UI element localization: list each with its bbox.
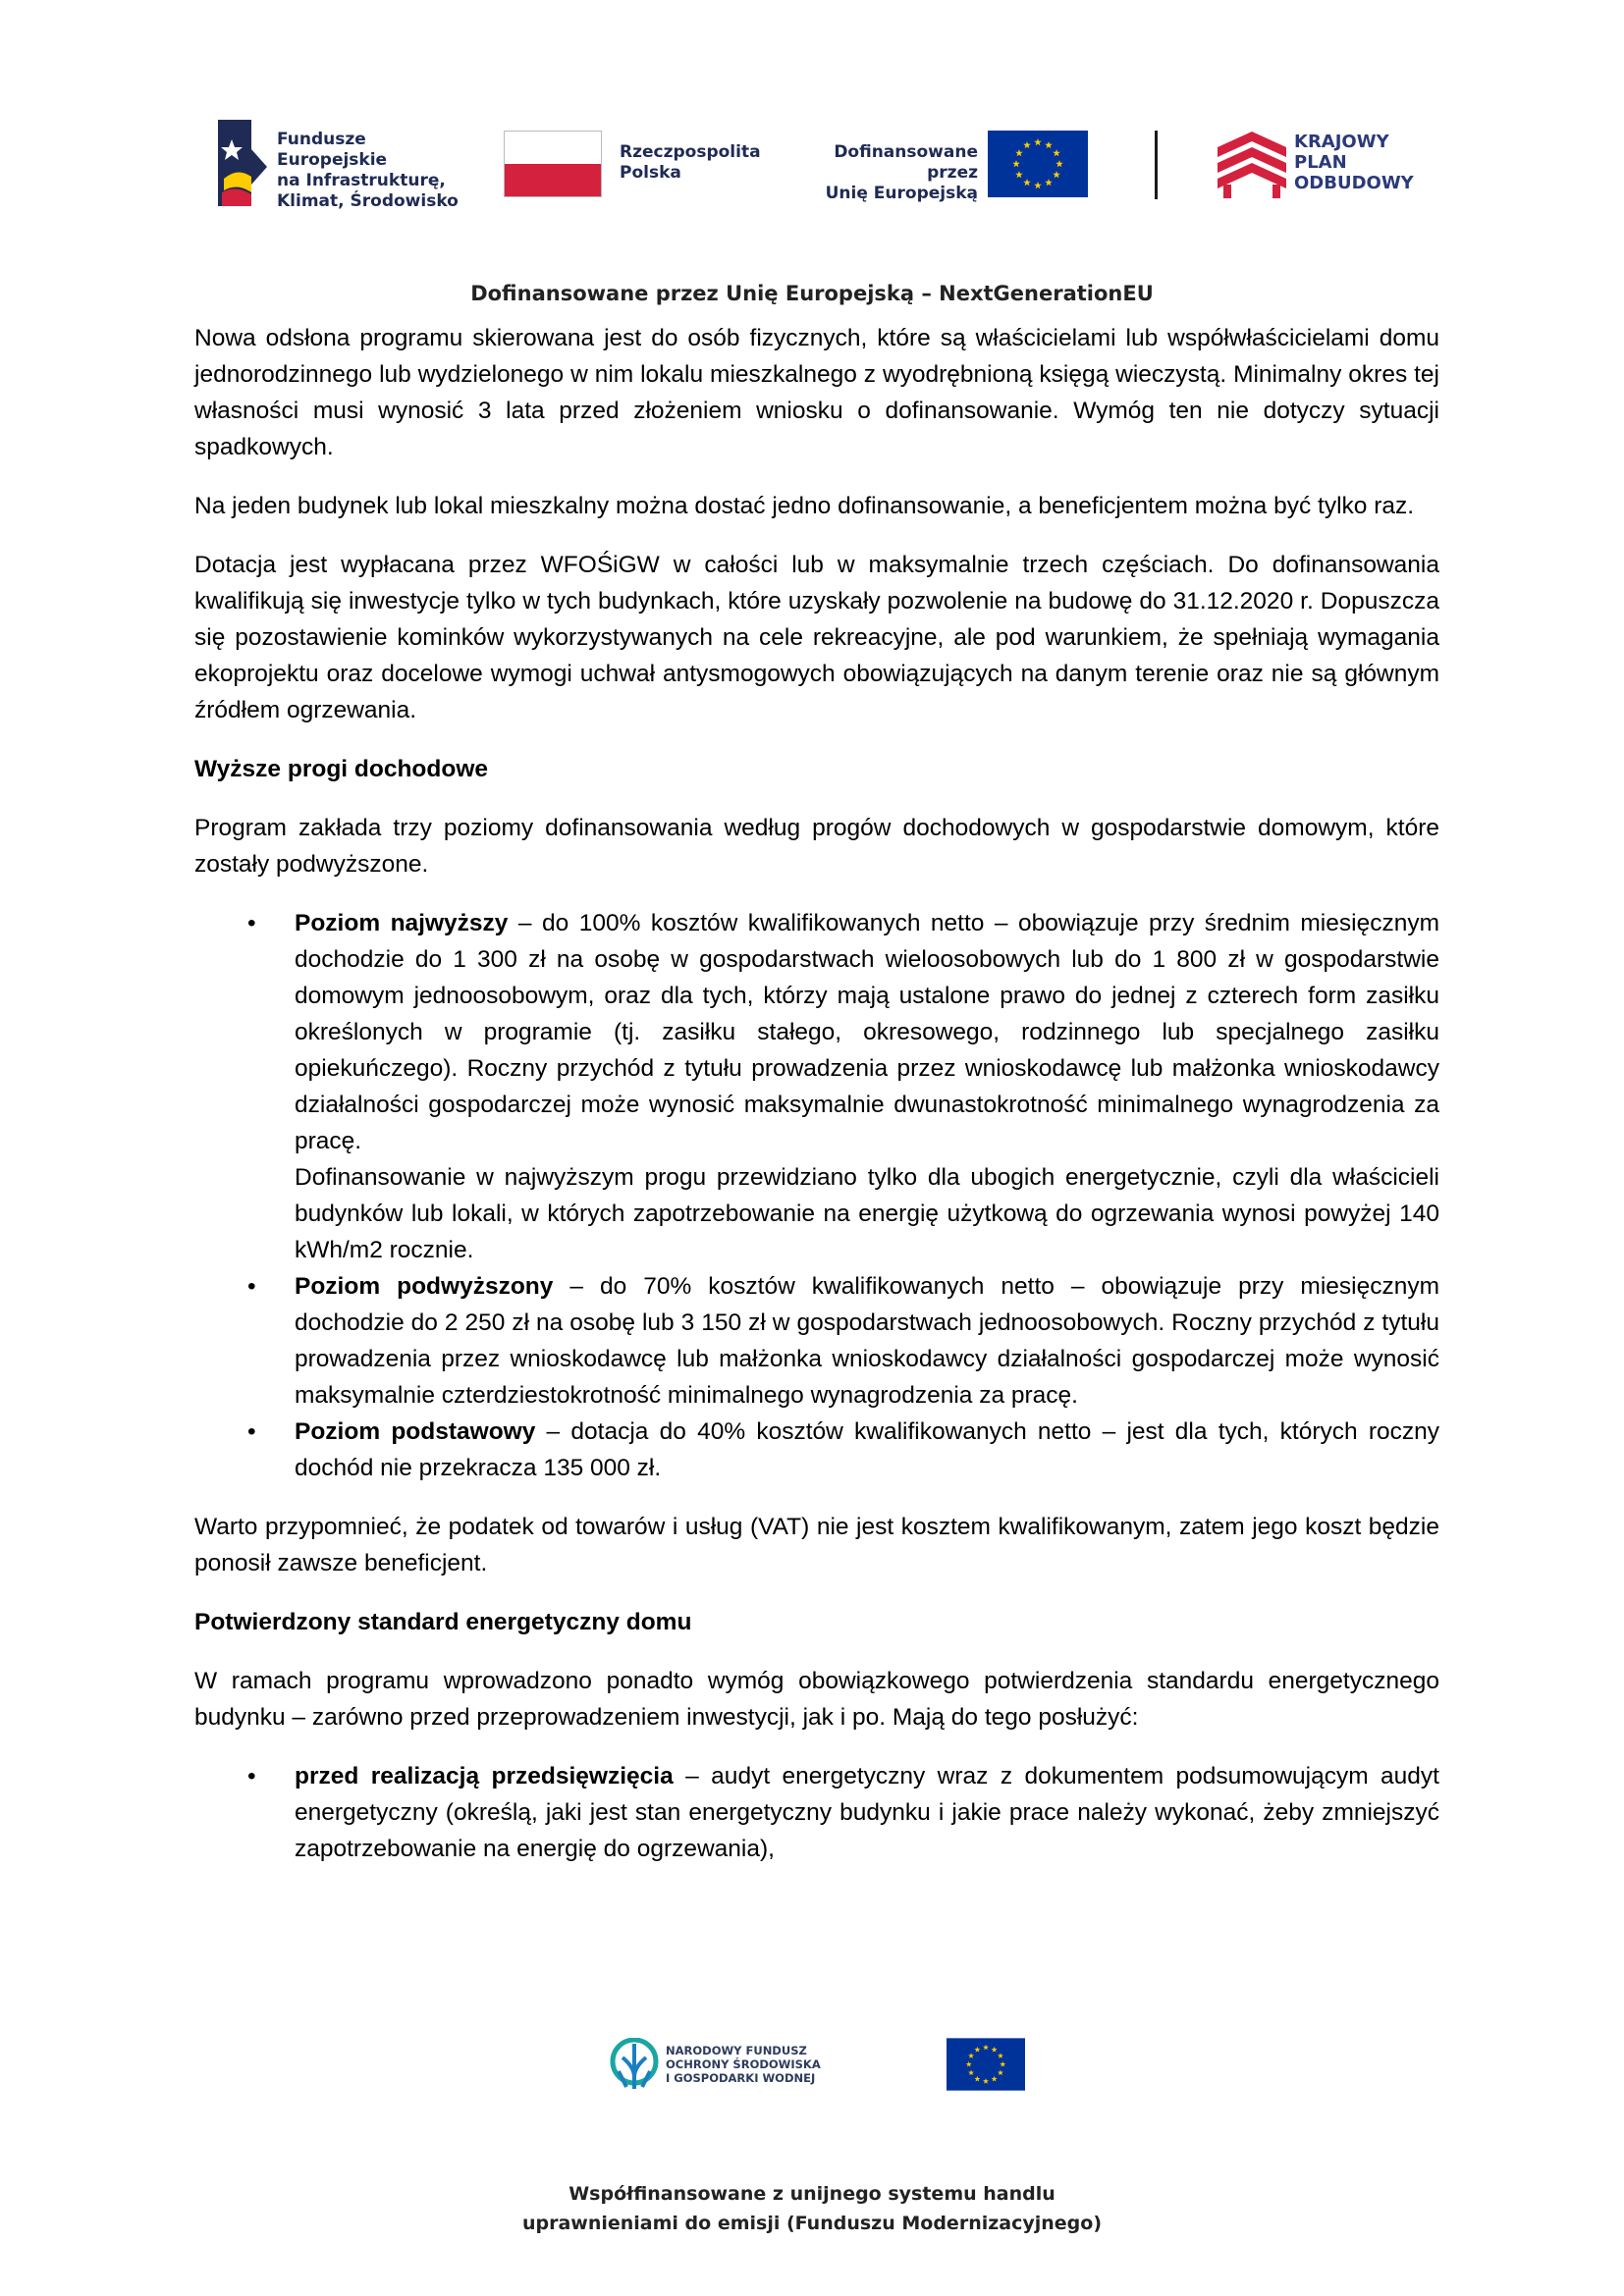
list-item bbox=[194, 1758, 1439, 1867]
page-footer bbox=[0, 2032, 1624, 2268]
income-levels-list bbox=[194, 905, 1439, 1486]
document-body bbox=[194, 320, 1439, 1867]
rp-logo-line: Polska bbox=[620, 163, 681, 183]
paragraph: Nowa odsłona programu skierowana jest do osób fizycznych, które są właścicielami lub współwłaścicielami domu jednorodzinnego lub wydzielonego w nim lokalu mieszkalnego z wyodrębnioną księgą wieczystą. Minimalny okres tej własności musi wynosić 3 lata przed złożeniem wniosku o dofinansowanie. Wymóg ten nie dotyczy sytuacji spadkowych. bbox=[194, 325, 1439, 460]
fe-logo-line: na Infrastrukturę, bbox=[277, 171, 446, 190]
footer-line: uprawnieniami do emisji (Funduszu Modernizacyjnego) bbox=[521, 2213, 1103, 2234]
list-item-continuation: Dofinansowanie w najwyższym progu przewidziano tylko dla ubogich energetycznie, czyli dla właścicieli budynków lub lokali, w których zapotrzebowanie na energię użytkową do ogrzewania wynosi powyżej 140 kWh/m2 rocznie. bbox=[295, 1164, 1439, 1263]
list-item-title: Poziom najwyższy bbox=[295, 910, 509, 936]
eu-flag-icon bbox=[988, 131, 1088, 197]
paragraph: Na jeden budynek lub lokal mieszkalny można dostać jedno dofinansowanie, a beneficjentem można być tylko raz. bbox=[194, 493, 1415, 519]
bullet-icon: • bbox=[247, 1763, 256, 1789]
paragraph: W ramach programu wprowadzono ponadto wymóg obowiązkowego potwierdzenia standardu energetycznego budynku – zarówno przed przeprowadzeniem inwestycji, jak i po. Mają do tego posłużyć: bbox=[194, 1668, 1439, 1731]
bullet-icon: • bbox=[247, 1418, 256, 1445]
list-item-title: przed realizacją przedsięwzięcia bbox=[295, 1763, 674, 1789]
footer-statement bbox=[0, 2179, 1624, 2238]
list-item-text: – do 100% kosztów kwalifikowanych netto – obowiązuje przy średnim miesięcznym dochodzie do 1 300 zł na osobę w gospodarstwach wieloosobowych lub do 1 800 zł w gospodarstwie domowym jednoosobowym, oraz dla tych, którzy mają ustalone prawo do jednej z czterech form zasiłku określonych w programie (tj. zasiłku stałego, okresowego, rodzinnego lub specjalnego zasiłku opiekuńczego). Roczny przychód z tytułu prowadzenia przez wnioskodawcę lub małżonka wnioskodawcy działalności gospodarczej może wynosić maksymalnie dwunastokrotność minimalnego wynagrodzenia za pracę. bbox=[295, 910, 1439, 1154]
fundusze-europejskie-logo bbox=[218, 120, 475, 211]
dofinansowane-ue-logo bbox=[785, 131, 1092, 203]
polish-flag-icon bbox=[504, 131, 602, 197]
ue-logo-line: Unię Europejską bbox=[825, 184, 978, 203]
logo-divider bbox=[1155, 131, 1158, 199]
nfosigw-tree-icon bbox=[609, 2038, 660, 2093]
kpo-logo-line: ODBUDOWY bbox=[1294, 173, 1414, 193]
bullet-icon: • bbox=[247, 1273, 256, 1300]
list-item bbox=[194, 1414, 1439, 1486]
fe-logo-line: Klimat, Środowisko bbox=[277, 191, 459, 211]
footer-line: Współfinansowane z unijnego systemu handlu bbox=[568, 2183, 1056, 2205]
nfosigw-logo bbox=[609, 2038, 825, 2097]
eu-flag-icon bbox=[947, 2038, 1025, 2091]
list-item-title: Poziom podwyższony bbox=[295, 1273, 554, 1300]
nf-logo-line: I GOSPODARKI WODNEJ bbox=[666, 2071, 816, 2085]
bullet-icon: • bbox=[247, 910, 256, 936]
section-heading: Potwierdzony standard energetyczny domu bbox=[194, 1609, 692, 1635]
energy-standard-list bbox=[194, 1758, 1439, 1867]
fe-logo-line: Fundusze Europejskie bbox=[277, 130, 388, 170]
nf-logo-line: NARODOWY FUNDUSZ bbox=[666, 2044, 807, 2057]
rzeczpospolita-polska-logo bbox=[504, 131, 759, 199]
kpo-stripes-icon bbox=[1218, 130, 1286, 198]
page-header bbox=[0, 0, 1624, 305]
nf-logo-line: OCHRONY ŚRODOWISKA bbox=[666, 2057, 821, 2071]
paragraph: Program zakłada trzy poziomy dofinansowania według progów dochodowych w gospodarstwie domowym, które zostały podwyższone. bbox=[194, 815, 1439, 878]
kpo-logo-line: PLAN bbox=[1294, 152, 1347, 173]
fe-stars-icon bbox=[218, 120, 267, 206]
list-item-text: – do 70% kosztów kwalifikowanych netto – obowiązuje przy miesięcznym dochodzie do 2 250 zł na osobę lub 3 150 zł w gospodarstwach jednoosobowych. Roczny przychód z tytułu prowadzenia przez wnioskodawcę lub małżonka wnioskodawcy działalności gospodarczej może wynosić maksymalnie czterdziestokrotność minimalnego wynagrodzenia za pracę. bbox=[295, 1273, 1439, 1409]
rp-logo-line: Rzeczpospolita bbox=[620, 142, 761, 162]
kpo-logo-line: KRAJOWY bbox=[1294, 132, 1389, 152]
funding-statement: Dofinansowane przez Unię Europejską – NextGenerationEU bbox=[470, 282, 1154, 305]
paragraph: Dotacja jest wypłacana przez WFOŚiGW w całości lub w maksymalnie trzech częściach. Do dofinansowania kwalifikują się inwestycje tylko w tych budynkach, które uzyskały pozwolenie na budowę do 31.12.2020 r. Dopuszcza się pozostawienie kominków wykorzystywanych na cele rekreacyjne, ale pod warunkiem, że spełniają wymagania ekoprojektu oraz docelowe wymogi uchwał antysmogowych obowiązujących na danym terenie oraz nie są głównym źródłem ogrzewania. bbox=[194, 552, 1439, 723]
list-item bbox=[194, 905, 1439, 1268]
list-item-title: Poziom podstawowy bbox=[295, 1418, 536, 1445]
krajowy-plan-odbudowy-logo bbox=[1218, 128, 1434, 206]
paragraph: Warto przypomnieć, że podatek od towarów i usług (VAT) nie jest kosztem kwalifikowanym, zatem jego koszt będzie ponosił zawsze beneficjent. bbox=[194, 1514, 1439, 1576]
section-heading: Wyższe progi dochodowe bbox=[194, 756, 489, 782]
list-item-text: – dotacja do 40% kosztów kwalifikowanych netto – jest dla tych, których roczny dochód nie przekracza 135 000 zł. bbox=[295, 1418, 1439, 1481]
list-item bbox=[194, 1268, 1439, 1414]
list-item-text: – audyt energetyczny wraz z dokumentem podsumowującym audyt energetyczny (określą, jaki jest stan energetyczny budynku i jakie prace należy wykonać, żeby zmniejszyć zapotrzebowanie na energię do ogrzewania), bbox=[295, 1763, 1439, 1862]
ue-logo-line: Dofinansowane przez bbox=[834, 142, 978, 183]
